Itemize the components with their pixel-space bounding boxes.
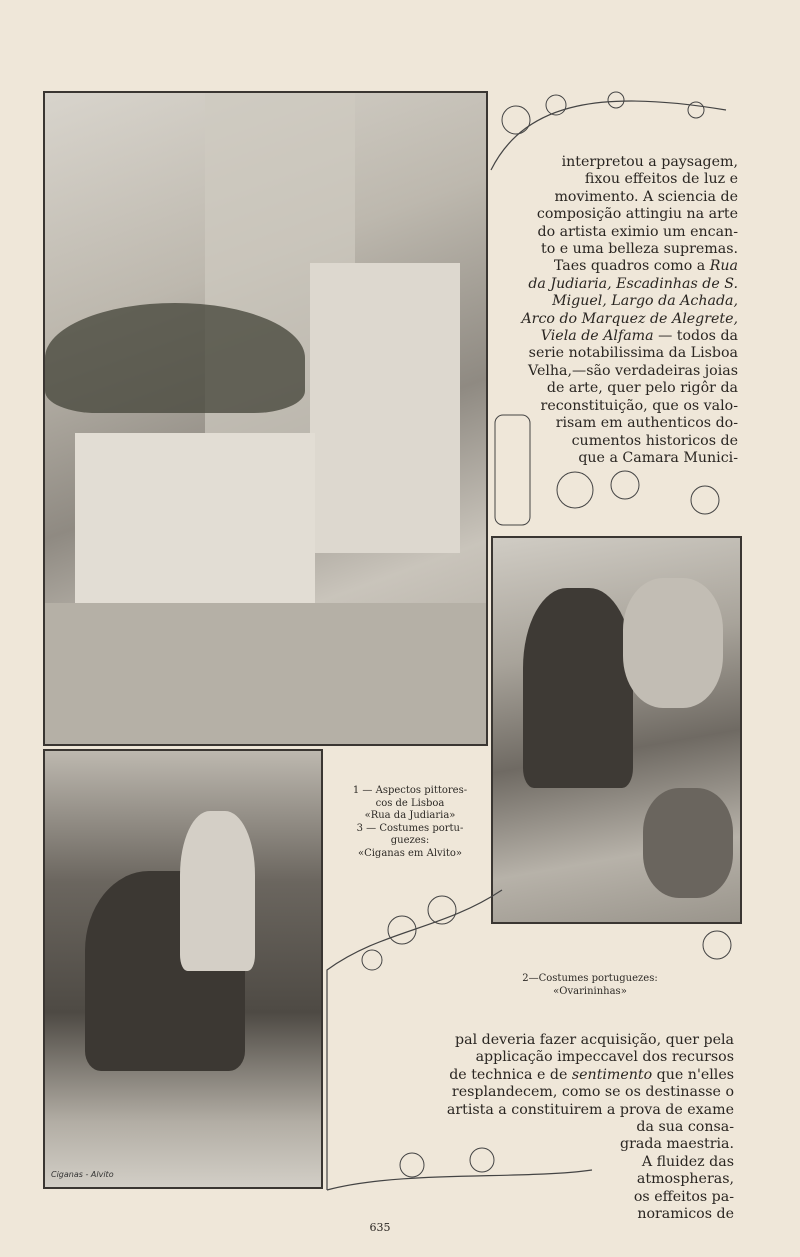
text-line [360,1154,734,1171]
text-line [480,450,738,467]
text-line [480,363,738,380]
article-text-bottom [360,1032,734,1223]
caption-line: 1 — Aspectos pittores- [352,785,468,796]
text-line [480,433,738,450]
caption-line: 3 — Costumes portu- [356,822,464,834]
text-segment: da sua consa- [636,1119,734,1136]
text-segment: do artista eximio um encan- [537,223,738,240]
text-segment: interpretou a paysagem, [561,154,738,170]
italic-title: Arco do Marquez de Alegrete, [521,310,738,327]
caption-photo-2 [490,973,690,998]
text-segment: artista a constituirem a prova de exame [446,1101,734,1118]
text-segment: serie notabilissima da Lisboa [528,345,738,362]
text-segment: composição attingiu na arte [536,206,738,223]
text-line [360,1189,734,1206]
text-segment: Taes quadros como a [553,258,710,275]
page-number: 635 [369,1221,391,1234]
caption-line: guezes: [390,835,430,846]
photo-rua-da-judiaria [43,91,488,746]
italic-title: Miguel, Largo da Achada, [552,293,738,310]
text-line [360,1171,734,1188]
text-line [480,224,738,241]
caption-line: cos de Lisboa [375,797,445,809]
text-line [360,1084,734,1101]
text-line [480,345,738,362]
text-segment: os effeitos pa- [633,1188,734,1205]
text-segment: cumentos historicos de [571,432,738,449]
text-segment: fixou effeitos de luz e [584,171,738,188]
text-line [360,1067,734,1084]
text-line [360,1206,734,1223]
text-line [480,241,738,258]
text-segment: applicação impeccavel dos recursos [475,1049,734,1066]
italic-title: sentimento [571,1066,653,1083]
text-line [480,276,738,293]
text-segment: grada maestria. [620,1136,734,1153]
text-segment: que a Camara Munici- [578,449,738,466]
text-line [360,1049,734,1066]
caption-line: 2—Costumes portuguezes: [522,973,658,984]
text-line [480,189,738,206]
italic-title: Rua [709,258,738,275]
text-segment: reconstituição, que os valo- [540,397,738,414]
text-line [360,1119,734,1136]
text-segment: pal deveria fazer acquisição, quer pela [455,1032,734,1048]
text-line [360,1102,734,1119]
text-segment: resplandecem, como se os destinasse o [451,1084,734,1101]
text-line [360,1032,734,1049]
text-line [480,206,738,223]
text-segment: A fluidez das [641,1153,734,1170]
text-segment: movimento. A sciencia de [554,188,738,205]
text-line [480,380,738,397]
text-line [480,328,738,345]
photo-signature: Ciganas - Alvito [51,1170,114,1179]
text-line [480,154,738,171]
text-segment: Velha,—são verdadeiras joias [528,362,738,379]
text-segment: de technica e de [449,1066,572,1083]
text-segment: — todos da [653,328,738,345]
text-line [480,311,738,328]
text-segment: que n'elles [652,1066,734,1083]
text-segment: atmospheras, [636,1171,734,1188]
text-line [360,1136,734,1153]
text-line [480,398,738,415]
text-line [480,293,738,310]
text-segment: noramicos de [637,1206,734,1223]
text-segment: to e uma belleza supremas. [541,241,738,258]
caption-photos-1-3 [330,785,490,860]
italic-title: da Judiaria, Escadinhas de S. [528,275,738,292]
italic-title: Viela de Alfama [540,328,654,345]
text-segment: de arte, quer pelo rigôr da [546,380,738,397]
text-line [480,415,738,432]
photo-ciganas-em-alvito [43,749,323,1189]
text-line [480,258,738,275]
photo-ovarininhas [491,536,742,924]
caption-line: «Rua da Judiaria» [364,810,456,821]
article-text-top [480,154,738,467]
text-line [480,171,738,188]
caption-line: «Ovarininhas» [553,985,627,997]
caption-line: «Ciganas em Alvito» [357,847,463,859]
text-segment: risam em authenticos do- [555,415,738,432]
